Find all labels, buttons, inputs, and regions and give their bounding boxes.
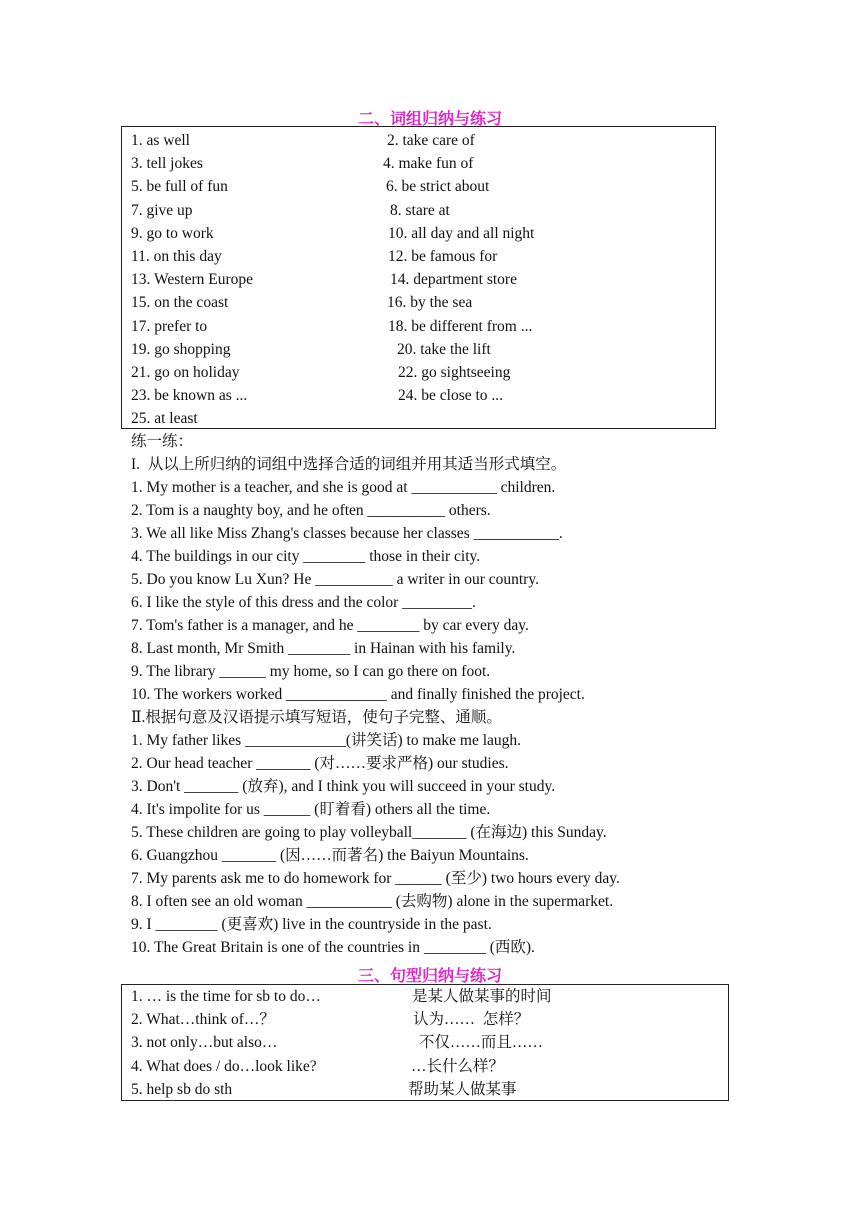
phrase-item: 17. prefer to (131, 317, 208, 335)
exercise-sentence: 4. It's impolite for us ______ (盯着看) others all the time. (131, 801, 491, 818)
phrase-item: 20. take the lift (397, 340, 491, 358)
exercise-sentence: 4. The buildings in our city ________ those in their city. (131, 548, 481, 565)
phrase-item: 4. make fun of (383, 155, 474, 173)
exercise-sentence: 5. These children are going to play volleyball_______ (在海边) this Sunday. (131, 824, 607, 841)
phrase-item: 13. Western Europe (131, 271, 254, 289)
phrase-item: 6. be strict about (386, 178, 490, 196)
pattern-chinese: …长什么样？ (411, 1057, 505, 1075)
phrase-item: 16. by the sea (387, 294, 473, 312)
exercise-sentence: 7. My parents ask me to do homework for ______ (至少) two hours every day. (131, 870, 620, 887)
pattern-chinese: 认为…… 怎样？ (413, 1011, 530, 1029)
pattern-english: 5. help sb do sth (131, 1080, 233, 1098)
exercise-sentence: 1. My father likes _____________(讲笑话) to make me laugh. (131, 732, 522, 749)
exercise-sentence: 7. Tom's father is a manager, and he ________ by car every day. (131, 617, 529, 634)
exercise-sentence: 10. The Great Britain is one of the countries in ________ (西欧). (131, 939, 535, 956)
exercise-sentence: 8. Last month, Mr Smith ________ in Hainan with his family. (131, 640, 516, 657)
phrase-item: 25. at least (131, 410, 198, 428)
exercise-sentence: 9. The library ______ my home, so I can go there on foot. (131, 663, 491, 680)
section3-title: 三、句型归纳与练习 (357, 966, 502, 985)
pattern-chinese: 不仅……而且…… (415, 1034, 543, 1052)
phrase-item: 1. as well (131, 132, 190, 149)
phrase-item: 7. give up (131, 201, 193, 219)
phrase-item: 9. go to work (131, 224, 214, 242)
section2-title: 二、词组归纳与练习 (357, 109, 502, 128)
phrase-item: 21. go on holiday (131, 364, 240, 381)
phrase-item: 18. be different from ... (388, 317, 533, 335)
phrase-item: 2. take care of (387, 132, 475, 149)
pattern-english: 2. What…think of…？ (131, 1011, 275, 1029)
pattern-english: 3. not only…but also… (131, 1034, 278, 1052)
exercise-sentence: 10. The workers worked _____________ and finally finished the project. (131, 686, 585, 703)
phrase-item: 10. all day and all night (388, 224, 535, 242)
exercise-sentence: 3. Don't _______ (放弃), and I think you will succeed in your study. (131, 778, 556, 795)
pattern-chinese: 帮助某人做某事 (408, 1080, 517, 1098)
pattern-english: 1. … is the time for sb to do… (131, 988, 321, 1005)
exercise-sentence: 3. We all like Miss Zhang's classes because her classes ___________. (131, 525, 563, 542)
exercise-sentence: 6. Guangzhou _______ (因……而著名) the Baiyun Mountains. (131, 847, 529, 864)
phrase-item: 22. go sightseeing (398, 364, 511, 381)
exercise-instruction: I. 从以上所归纳的词组中选择合适的词组并用其适当形式填空。 (131, 456, 567, 473)
exercise-sentence: 9. I ________ (更喜欢) live in the countryside in the past. (131, 916, 492, 933)
exercise-sentence: 8. I often see an old woman ___________ (去购物) alone in the supermarket. (131, 893, 614, 910)
practice-label: 练一练： (131, 433, 194, 450)
phrase-item: 23. be known as ... (131, 387, 248, 405)
phrase-item: 8. stare at (390, 201, 450, 219)
exercise-sentence: 2. Our head teacher _______ (对……要求严格) our studies. (131, 755, 509, 772)
phrase-item: 11. on this day (131, 248, 222, 265)
pattern-english: 4. What does / do…look like? (131, 1057, 317, 1075)
phrase-item: 5. be full of fun (131, 178, 228, 196)
phrase-item: 3. tell jokes (131, 155, 203, 173)
exercise-sentence: 1. My mother is a teacher, and she is good at ___________ children. (131, 479, 556, 496)
exercise-sentence: 5. Do you know Lu Xun? He __________ a writer in our country. (131, 571, 539, 588)
phrase-item: 19. go shopping (131, 340, 231, 358)
exercise-sentence: 2. Tom is a naughty boy, and he often __________ others. (131, 502, 491, 519)
exercise-instruction: Ⅱ.根据句意及汉语提示填写短语，使句子完整、通顺。 (131, 709, 502, 726)
phrase-item: 15. on the coast (131, 294, 229, 312)
exercise-sentence: 6. I like the style of this dress and the color _________. (131, 594, 476, 611)
pattern-chinese: 是某人做某事的时间 (412, 988, 552, 1005)
phrase-item: 14. department store (390, 271, 517, 289)
phrase-item: 12. be famous for (388, 248, 498, 265)
phrase-item: 24. be close to ... (398, 387, 504, 405)
